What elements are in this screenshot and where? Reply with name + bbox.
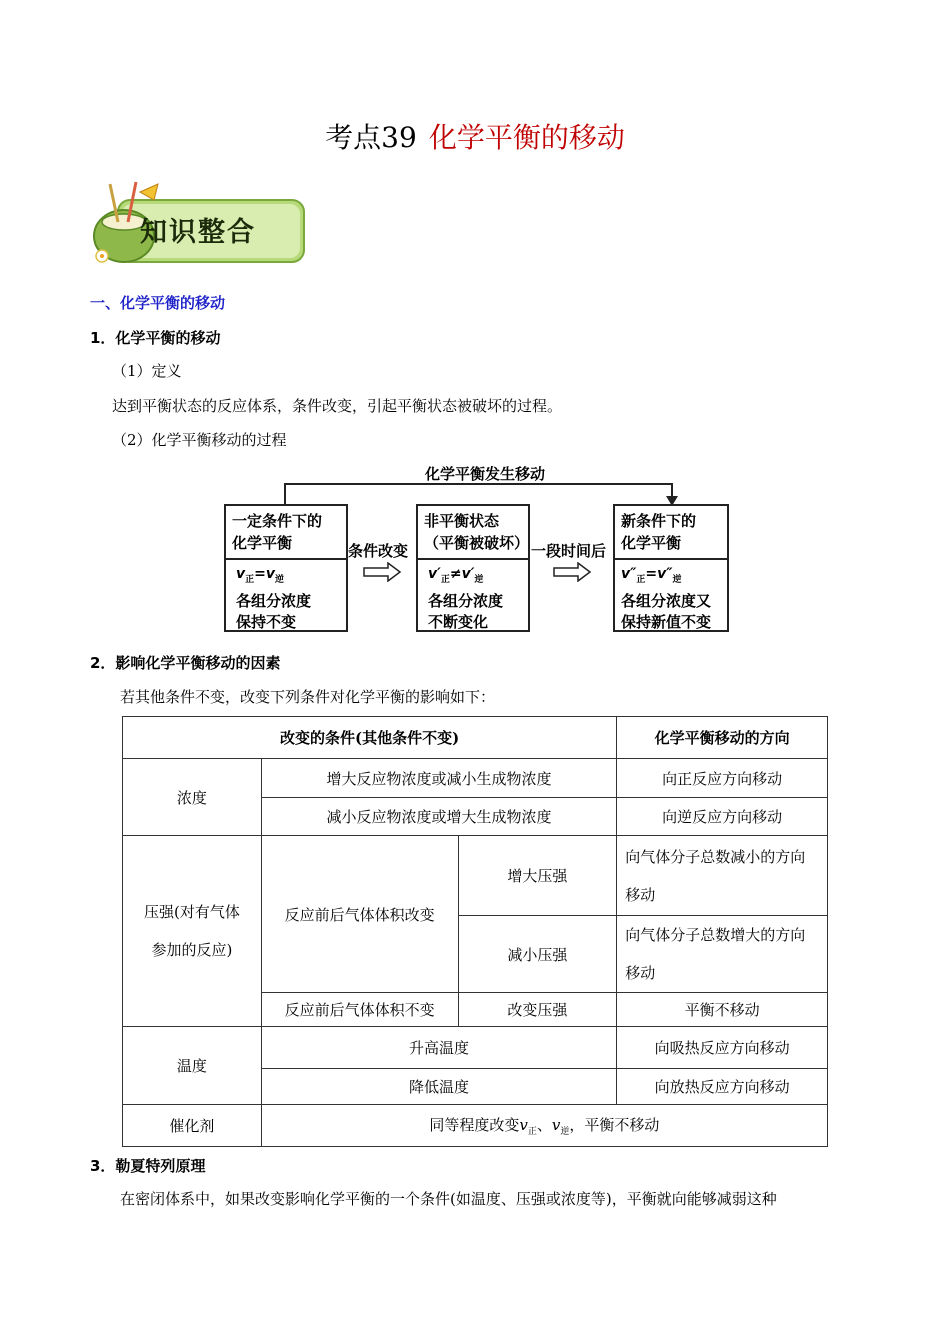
arrow1-icon (362, 562, 402, 582)
cell-pressure-change: 改变压强 (458, 993, 617, 1027)
arrow1-label: 条件改变 (348, 542, 409, 560)
box1-line1: 一定条件下的 (232, 512, 323, 530)
header-direction: 化学平衡移动的方向 (617, 717, 828, 759)
table-row (123, 1105, 828, 1147)
row-label-temperature: 温度 (123, 1027, 262, 1105)
cell-conc-increase-dir: 向正反应方向移动 (617, 759, 828, 798)
diagram-box-new-equilibrium (613, 504, 729, 632)
row-label-pressure: 压强(对有气体 参加的反应) (123, 836, 262, 1027)
page-title (0, 120, 950, 156)
process-label: （2）化学平衡移动的过程 (112, 431, 287, 449)
box3-line1: 新条件下的 (621, 512, 697, 530)
cell-pressure-same-dir: 平衡不移动 (617, 993, 828, 1027)
cell-temp-down-dir: 向放热反应方向移动 (617, 1069, 828, 1105)
title-number: 考点39 (325, 121, 417, 154)
cell-conc-decrease-dir: 向逆反应方向移动 (617, 798, 828, 836)
cell-volume-same: 反应前后气体体积不变 (261, 993, 458, 1027)
cell-pressure-increase-dir: 向气体分子总数减小的方向移动 (617, 836, 828, 916)
title-main: 化学平衡的移动 (428, 121, 625, 154)
table-header-row (123, 717, 828, 759)
badge-label: 知识整合 (140, 217, 256, 248)
cell-temp-up: 升高温度 (261, 1027, 616, 1069)
box2-equation: $v'_正\ne v'_逆$ (428, 566, 484, 585)
box1-line4: 保持不变 (236, 612, 297, 631)
box2-line4: 不断变化 (428, 612, 489, 631)
box3-line3: 各组分浓度又 (621, 591, 712, 610)
subheading-1: 1．化学平衡的移动 (90, 329, 221, 347)
cell-pressure-decrease-dir: 向气体分子总数增大的方向移动 (617, 916, 828, 993)
factors-table (122, 716, 828, 1147)
table-row (123, 836, 828, 916)
principle-text: 在密闭体系中，如果改变影响化学平衡的一个条件(如温度、压强或浓度等)，平衡就向能够减弱这种 (120, 1190, 777, 1208)
table-row (123, 1027, 828, 1069)
arrow2-icon (552, 562, 592, 582)
box3-line2: 化学平衡 (621, 534, 682, 552)
table-row (123, 759, 828, 798)
box2-line3: 各组分浓度 (428, 591, 504, 610)
cell-conc-increase: 增大反应物浓度或减小生成物浓度 (261, 759, 616, 798)
box1-line2: 化学平衡 (232, 534, 293, 552)
definition-label: （1）定义 (112, 362, 182, 380)
diagram-top-label: 化学平衡发生移动 (424, 465, 545, 483)
cell-temp-up-dir: 向吸热反应方向移动 (617, 1027, 828, 1069)
diagram-box-nonequilibrium (416, 504, 530, 632)
cell-conc-decrease: 减小反应物浓度或增大生成物浓度 (261, 798, 616, 836)
definition-text: 达到平衡状态的反应体系，条件改变，引起平衡状态被破坏的过程。 (112, 397, 563, 415)
box3-line4: 保持新值不变 (621, 612, 712, 631)
box1-equation: $v_正=v_逆$ (236, 566, 285, 585)
header-condition: 改变的条件(其他条件不变) (123, 717, 617, 759)
section-heading: 一、化学平衡的移动 (90, 294, 226, 312)
subheading-2: 2．影响化学平衡移动的因素 (90, 654, 281, 672)
cell-temp-down: 降低温度 (261, 1069, 616, 1105)
diagram-box-equilibrium (224, 504, 348, 632)
cell-catalyst-effect: 同等程度改变$v_正$、$v_逆$，平衡不移动 (261, 1105, 827, 1147)
row-label-catalyst: 催化剂 (123, 1105, 262, 1147)
cell-pressure-increase: 增大压强 (458, 836, 617, 916)
subheading-3: 3．勒夏特列原理 (90, 1157, 206, 1175)
cell-volume-change: 反应前后气体体积改变 (261, 836, 458, 993)
box2-line2: （平衡被破坏） (424, 534, 530, 552)
box1-line3: 各组分浓度 (236, 591, 312, 610)
box3-equation: $v''_正=v''_逆$ (621, 566, 682, 585)
box2-line1: 非平衡状态 (424, 512, 500, 530)
row-label-concentration: 浓度 (123, 759, 262, 836)
factors-intro: 若其他条件不变，改变下列条件对化学平衡的影响如下： (120, 688, 496, 706)
cell-pressure-decrease: 减小压强 (458, 916, 617, 993)
arrow2-label: 一段时间后 (531, 542, 607, 560)
